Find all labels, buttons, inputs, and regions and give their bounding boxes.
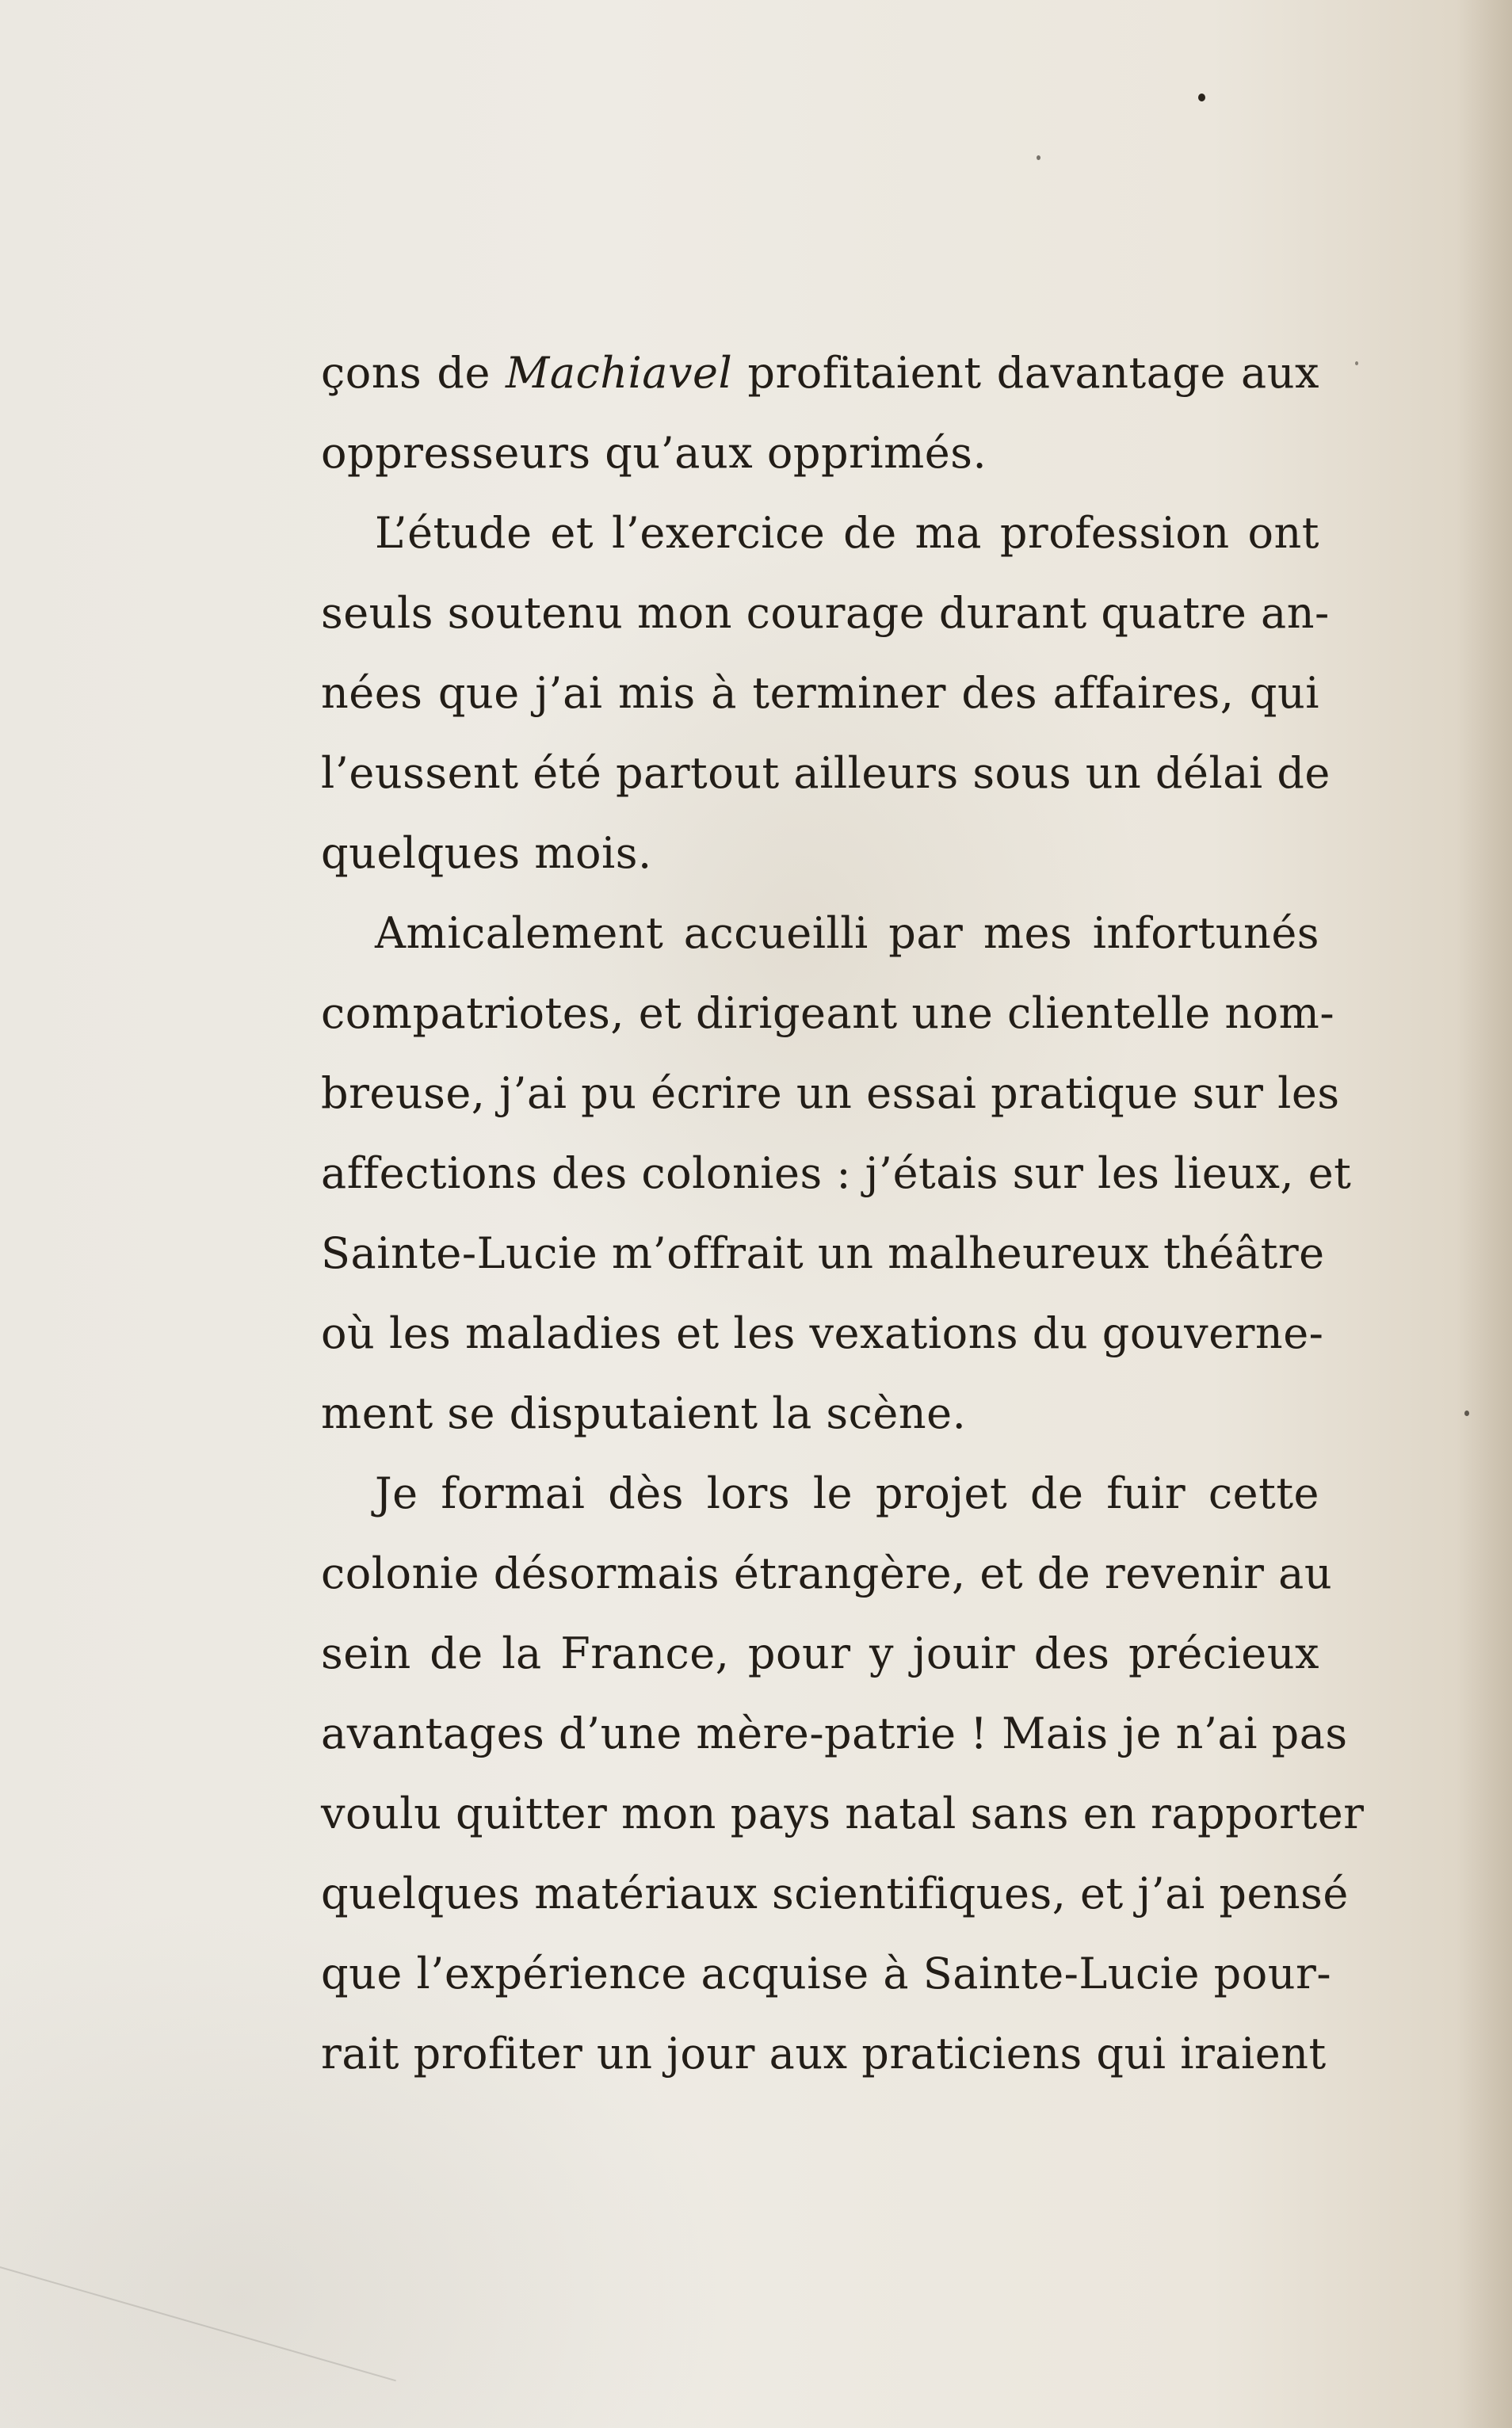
- text-line: l’eussent été partout ailleurs sous un délai de: [321, 748, 1331, 798]
- text-line: ment se disputaient la scène.: [321, 1388, 967, 1438]
- paragraph-1: [321, 333, 1319, 493]
- text-line: rait profiter un jour aux praticiens qui iraient: [321, 2029, 1327, 2079]
- text-line: seuls soutenu mon courage durant quatre an-: [321, 588, 1330, 638]
- text-line: quelques matériaux scientifiques, et j’ai pensé: [321, 1869, 1349, 1918]
- paragraph-2: [321, 493, 1331, 893]
- text-line: çons de Machiavel profitaient davantage aux: [321, 348, 1319, 398]
- text-line: où les maladies et les vexations du gouverne-: [321, 1308, 1324, 1358]
- ink-speck: [1355, 361, 1358, 365]
- paragraph-4: [321, 1453, 1365, 2094]
- text-line: colonie désormais étrangère, et de revenir au: [321, 1548, 1333, 1598]
- text-line: avantages d’une mère-patrie ! Mais je n’ai pas: [321, 1708, 1348, 1758]
- text-line: affections des colonies : j’étais sur les lieux, et: [321, 1148, 1352, 1198]
- text-line: sein de la France, pour y jouir des précieux: [321, 1628, 1319, 1678]
- body-text: [321, 333, 1365, 2094]
- text-line: Je formai dès lors le projet de fuir cette: [375, 1468, 1319, 1518]
- text-line: Sainte-Lucie m’offrait un malheureux théâtre: [321, 1228, 1325, 1278]
- page-edge-shadow: [1457, 0, 1512, 2428]
- text-line: que l’expérience acquise à Sainte-Lucie pour-: [321, 1949, 1332, 1999]
- text-line: voulu quitter mon pays natal sans en rapporter: [321, 1789, 1365, 1838]
- italic-name: Machiavel: [506, 348, 733, 398]
- text-line: oppresseurs qu’aux opprimés.: [321, 428, 987, 478]
- text-line: quelques mois.: [321, 828, 652, 878]
- ink-speck: [1198, 94, 1205, 101]
- text-line: L’étude et l’exercice de ma profession ont: [375, 508, 1319, 558]
- text-line: breuse, j’ai pu écrire un essai pratique sur les: [321, 1068, 1340, 1118]
- paper-crease: [0, 2266, 396, 2381]
- text-line: nées que j’ai mis à terminer des affaires, qui: [321, 668, 1319, 718]
- ink-speck: [1037, 155, 1040, 160]
- text-line: Amicalement accueilli par mes infortunés: [375, 908, 1319, 958]
- text-line: compatriotes, et dirigeant une clientelle nom-: [321, 988, 1335, 1038]
- ink-speck: [1464, 1411, 1469, 1416]
- paragraph-3: [321, 893, 1352, 1453]
